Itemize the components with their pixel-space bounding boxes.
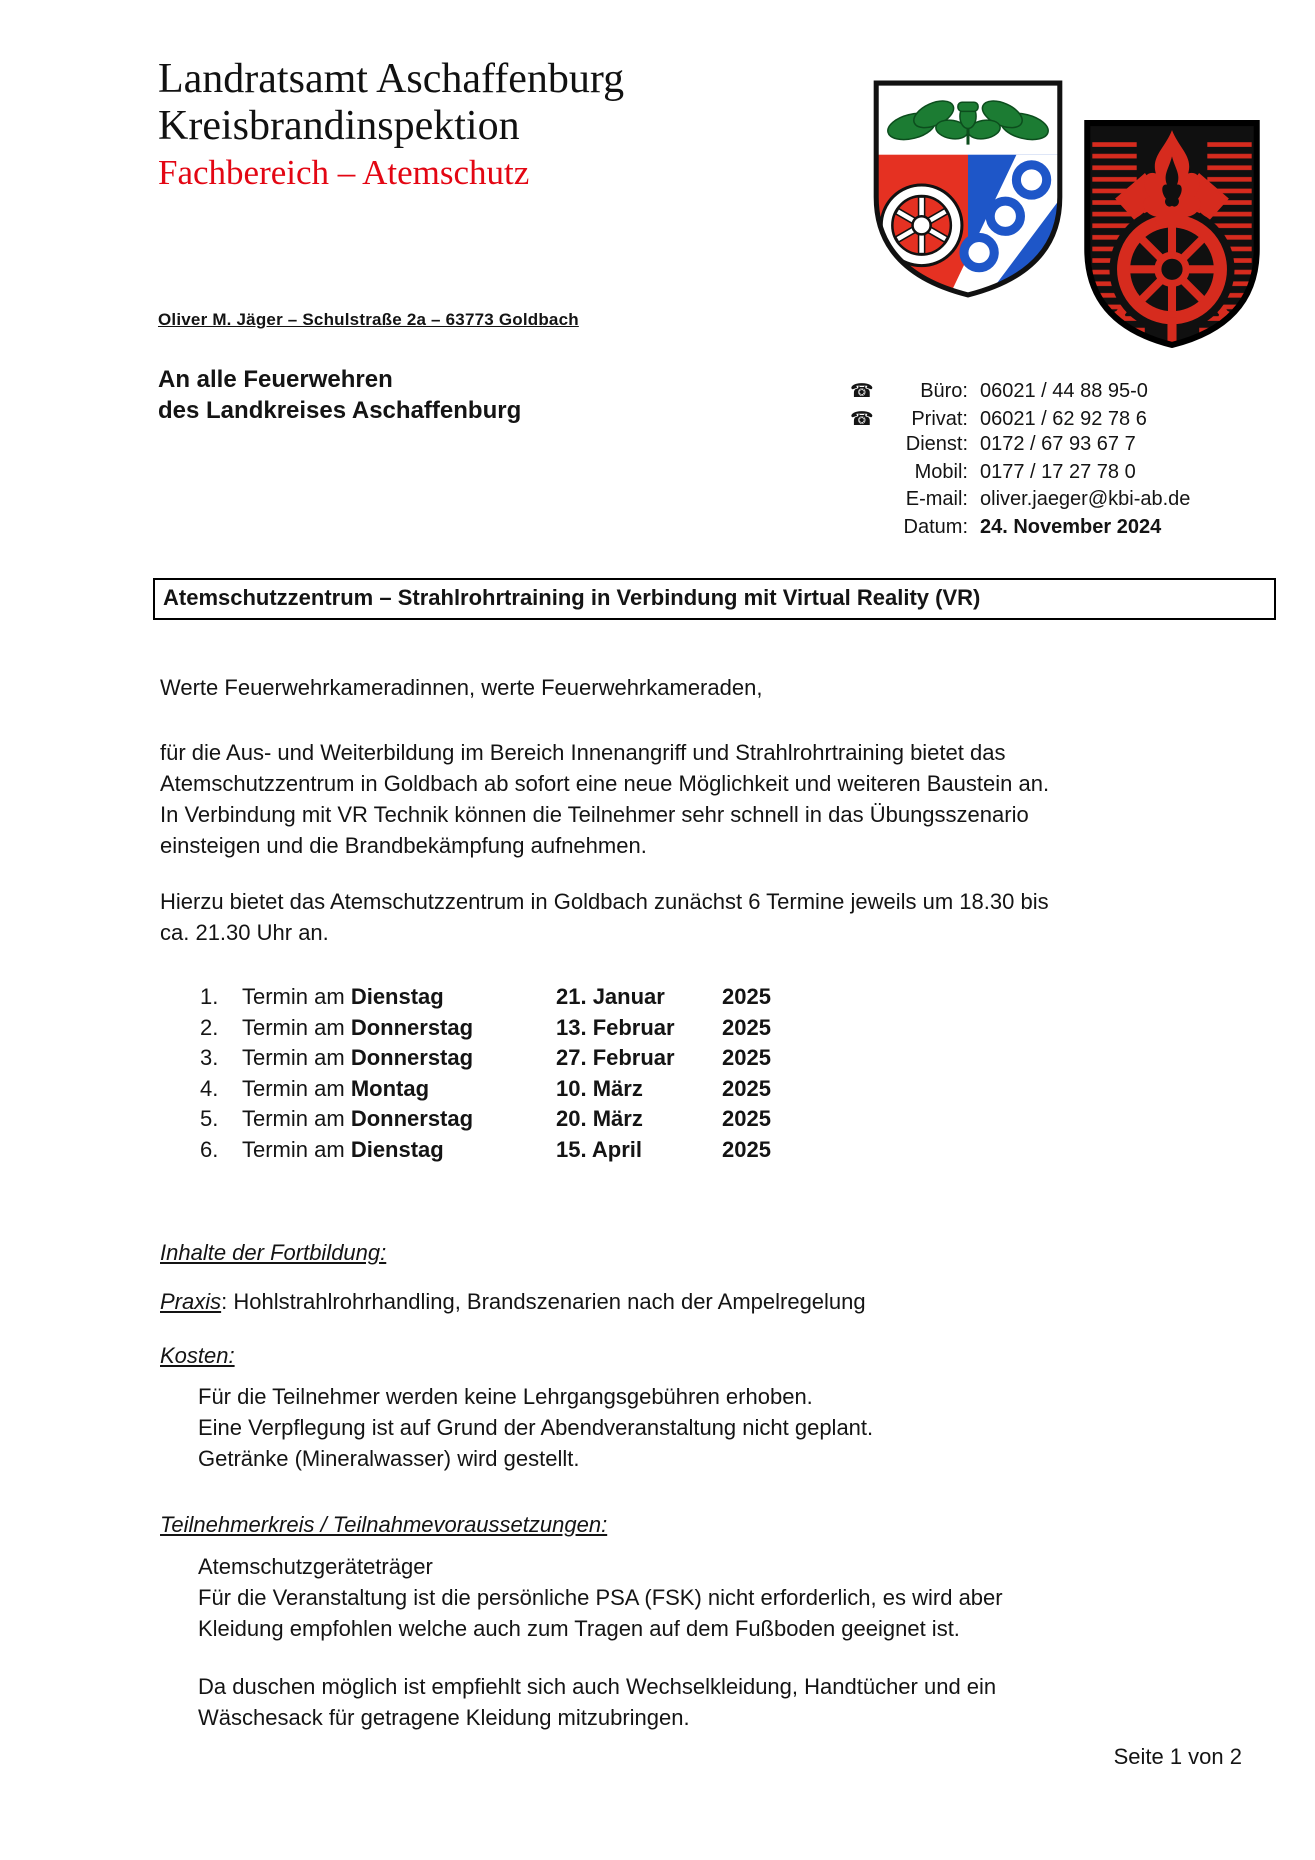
intro-paragraph	[160, 737, 1049, 861]
termin-text: Termin am Dienstag	[242, 984, 444, 1009]
teilnehmer-text-block	[198, 1551, 1003, 1644]
paragraph-line: für die Aus- und Weiterbildung im Bereich Innenangriff und Strahlrohrtraining bietet das	[160, 740, 1006, 765]
termin-number: 4.	[200, 1075, 219, 1101]
org-title-line2: Kreisbrandinspektion	[158, 103, 520, 149]
termin-text: Termin am Donnerstag	[242, 1045, 474, 1070]
termin-day: Montag	[350, 1075, 430, 1101]
termin-row	[200, 1106, 802, 1137]
praxis-line	[160, 1286, 866, 1317]
termin-date: 27. Februar	[556, 1045, 675, 1070]
section-heading-kosten: Kosten:	[160, 1343, 235, 1368]
org-title-line1: Landratsamt Aschaffenburg	[158, 56, 625, 102]
kosten-line: Getränke (Mineralwasser) wird gestellt.	[198, 1446, 580, 1471]
contact-label: Mobil:	[914, 460, 968, 483]
kosten-text-block	[198, 1381, 873, 1474]
paragraph-line: ca. 21.30 Uhr an.	[160, 920, 329, 945]
contact-value: 0172 / 67 93 67 7	[980, 433, 1136, 455]
recipient-block	[158, 364, 521, 426]
paragraph-line: In Verbindung mit VR Technik können die Teilnehmer sehr schnell in das Übungsszenario	[160, 802, 1029, 827]
phone-icon: ☎	[850, 408, 874, 430]
termin-date: 10. März	[556, 1075, 643, 1101]
termin-year: 2025	[722, 984, 771, 1009]
termin-date: 15. April	[556, 1136, 642, 1162]
phone-icon: ☎	[850, 381, 874, 402]
contact-label: Dienst:	[905, 433, 968, 455]
termin-number: 5.	[200, 1106, 219, 1131]
termin-text: Termin am Donnerstag	[242, 1106, 474, 1131]
teilnehmer-line: Für die Veranstaltung ist die persönliche PSA (FSK) nicht erforderlich, es wird aber	[198, 1585, 1003, 1610]
termin-row	[200, 984, 802, 1015]
contact-row-mobil	[850, 461, 1190, 489]
termin-year: 2025	[722, 1075, 771, 1101]
termin-row	[200, 1015, 802, 1046]
contact-row-buero	[850, 378, 1190, 406]
termin-year: 2025	[722, 1045, 771, 1070]
termin-row	[200, 1076, 802, 1107]
teilnehmer-line: Atemschutzgeräteträger	[198, 1554, 433, 1579]
termin-number: 6.	[200, 1136, 219, 1162]
duschen-line: Wäschesack für getragene Kleidung mitzubringen.	[198, 1705, 690, 1730]
kosten-line: Eine Verpflegung ist auf Grund der Abendveranstaltung nicht geplant.	[198, 1415, 874, 1440]
contact-row-email	[850, 488, 1190, 516]
termin-number: 2.	[200, 1014, 219, 1040]
contact-label: Datum:	[903, 515, 968, 538]
teilnehmer-line: Kleidung empfohlen welche auch zum Tragen auf dem Fußboden geeignet ist.	[198, 1616, 960, 1641]
termin-row	[200, 1045, 802, 1076]
paragraph-line: einsteigen und die Brandbekämpfung aufnehmen.	[160, 833, 647, 858]
termin-number: 3.	[200, 1045, 219, 1070]
recipient-line2: des Landkreises Aschaffenburg	[158, 397, 522, 424]
termin-day: Donnerstag	[350, 1106, 474, 1131]
contact-row-privat	[850, 406, 1190, 434]
page-number: Seite 1 von 2	[1113, 1744, 1242, 1769]
termin-date: 21. Januar	[556, 984, 665, 1009]
header-title-block	[158, 56, 624, 196]
contact-value: 06021 / 62 92 78 6	[980, 407, 1147, 430]
praxis-text: : Hohlstrahlrohrhandling, Brandszenarien nach der Ampelregelung	[221, 1289, 866, 1314]
termin-year: 2025	[722, 1014, 771, 1040]
termin-text: Termin am Montag	[242, 1075, 430, 1101]
termin-date: 13. Februar	[556, 1014, 675, 1040]
termin-year: 2025	[722, 1136, 771, 1162]
contact-info-block	[850, 378, 1190, 543]
paragraph-line: Hierzu bietet das Atemschutzzentrum in Goldbach zunächst 6 Termine jeweils um 18.30 bis	[160, 889, 1049, 914]
termin-text: Termin am Donnerstag	[242, 1014, 474, 1040]
contact-label: E-mail:	[905, 488, 968, 510]
termin-year: 2025	[722, 1106, 771, 1131]
greeting-line: Werte Feuerwehrkameradinnen, werte Feuerwehrkameraden,	[160, 675, 763, 700]
paragraph-line: Atemschutzzentrum in Goldbach ab sofort eine neue Möglichkeit und weiteren Baustein an.	[160, 771, 1050, 796]
duschen-line: Da duschen möglich ist empfiehlt sich auch Wechselkleidung, Handtücher und ein	[198, 1674, 997, 1699]
section-heading-teilnehmerkreis: Teilnehmerkreis / Teilnahmevoraussetzungen:	[160, 1512, 608, 1537]
duschen-text-block	[198, 1671, 996, 1733]
subject-text: Atemschutzzentrum – Strahlrohrtraining in Verbindung mit Virtual Reality (VR)	[163, 585, 981, 610]
contact-label: Privat:	[911, 407, 968, 430]
termin-day: Dienstag	[350, 984, 444, 1009]
termine-intro-paragraph	[160, 886, 1049, 948]
contact-row-dienst	[850, 433, 1190, 461]
termin-day: Dienstag	[350, 1136, 444, 1162]
praxis-label: Praxis	[160, 1289, 222, 1314]
contact-value: 0177 / 17 27 78 0	[980, 460, 1136, 483]
section-heading-inhalte: Inhalte der Fortbildung:	[160, 1240, 387, 1265]
kosten-line: Für die Teilnehmer werden keine Lehrgangsgebühren erhoben.	[198, 1384, 813, 1409]
recipient-line1: An alle Feuerwehren	[158, 366, 393, 393]
sender-address-line: Oliver M. Jäger – Schulstraße 2a – 63773 Goldbach	[158, 310, 579, 329]
department-subtitle: Fachbereich – Atemschutz	[158, 153, 530, 192]
contact-email-value: oliver.jaeger@kbi-ab.de	[980, 488, 1191, 510]
termin-date: 20. März	[556, 1106, 643, 1131]
termin-day: Donnerstag	[350, 1014, 474, 1040]
termin-day: Donnerstag	[350, 1045, 474, 1070]
termin-row	[200, 1137, 802, 1168]
contact-value: 06021 / 44 88 95-0	[980, 380, 1148, 402]
aschaffenburg-coat-of-arms	[866, 74, 1070, 304]
fire-brigade-crest	[1080, 116, 1264, 352]
contact-label: Büro:	[920, 380, 968, 402]
termin-text: Termin am Dienstag	[242, 1136, 444, 1162]
termin-number: 1.	[200, 984, 219, 1009]
contact-row-datum	[850, 516, 1190, 544]
termine-list	[200, 984, 802, 1167]
contact-date-value: 24. November 2024	[980, 515, 1162, 538]
subject-box	[153, 578, 1276, 620]
